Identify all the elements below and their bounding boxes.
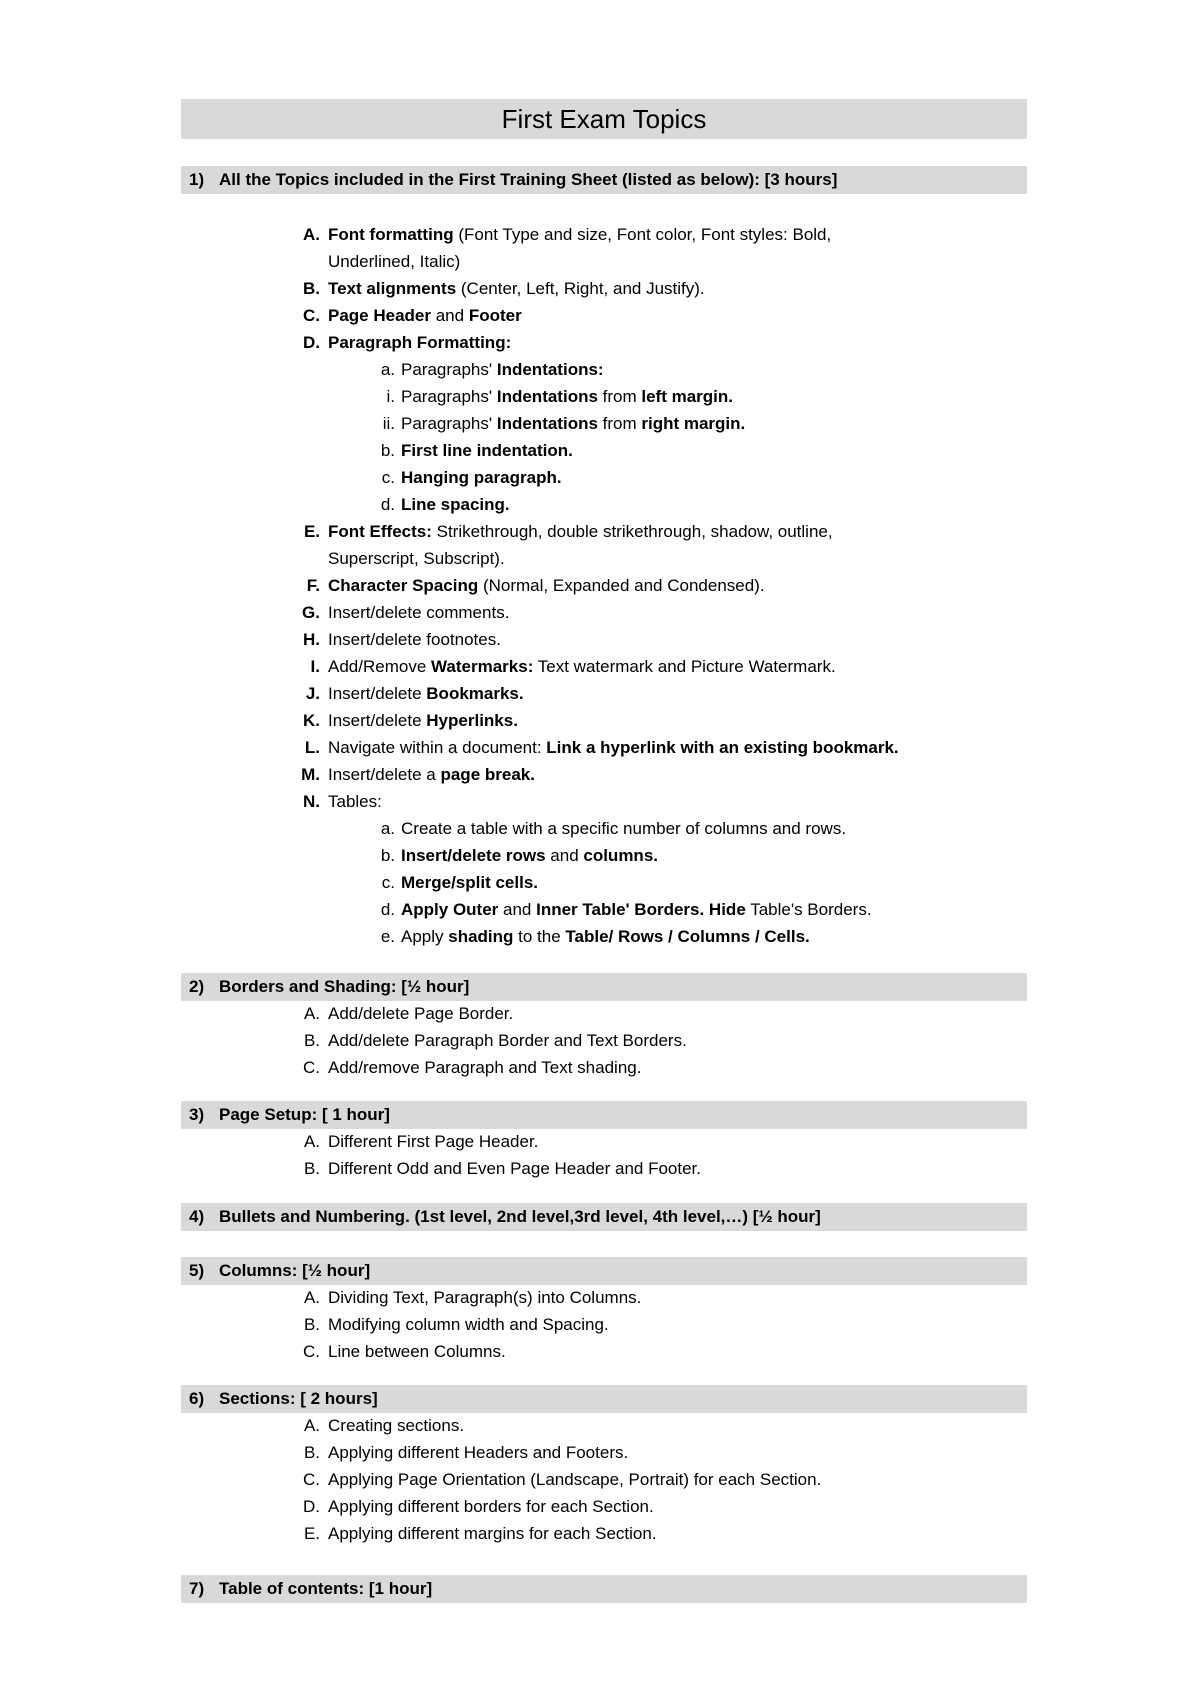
item-text: Underlined, Italic) <box>328 252 461 271</box>
item-bold-text: Bookmarks. <box>426 684 524 703</box>
item-bold-text: Link a hyperlink with an existing bookmark. <box>546 738 899 757</box>
list-marker: I. <box>310 657 320 676</box>
list-item <box>303 329 1028 356</box>
list-item <box>301 761 1028 788</box>
item-bold-text: Apply Outer <box>401 900 499 919</box>
item-bold-text: columns. <box>583 846 658 865</box>
list-marker: ii. <box>382 414 395 433</box>
item-text: Apply <box>401 927 449 946</box>
item-text: Superscript, Subscript). <box>328 549 505 568</box>
list-marker: N. <box>303 792 320 811</box>
sub-list-item <box>380 923 1021 950</box>
list-marker: B. <box>303 1159 320 1178</box>
list-item <box>303 1439 1028 1466</box>
item-bold-text: Indentations <box>496 387 598 406</box>
list-marker: A. <box>303 225 320 244</box>
item-text: Insert/delete comments. <box>328 603 510 622</box>
list-marker: G. <box>302 603 320 622</box>
item-text: Navigate within a document: <box>328 738 547 757</box>
section-heading-1 <box>181 166 1027 194</box>
section-title: All the Topics included in the First Training Sheet (listed as below): [3 hours] <box>219 170 838 189</box>
section-heading-5 <box>181 1257 1027 1285</box>
section-title: Table of contents: [1 hour] <box>219 1579 433 1598</box>
item-text: Add/delete Paragraph Border and Text Borders. <box>328 1031 687 1050</box>
list-marker: A. <box>303 1004 320 1023</box>
list-marker: C. <box>303 306 320 325</box>
item-text: Tables: <box>328 792 382 811</box>
item-text: Applying different Headers and Footers. <box>328 1443 629 1462</box>
item-text: from <box>597 387 642 406</box>
list-marker: J. <box>305 684 320 703</box>
sub-list-item <box>380 842 1021 869</box>
item-bold-text: right margin. <box>641 414 746 433</box>
section-title: Columns: [½ hour] <box>219 1261 371 1280</box>
item-bold-text: Text alignments <box>328 279 457 298</box>
list-item <box>303 1027 1028 1054</box>
section-number: 5) <box>189 1261 205 1280</box>
list-item <box>305 680 1028 707</box>
list-marker: M. <box>301 765 320 784</box>
item-text: Paragraphs' <box>401 360 497 379</box>
section-heading-6 <box>181 1385 1027 1413</box>
section-heading-3 <box>181 1101 1027 1129</box>
section-number: 4) <box>189 1207 205 1226</box>
section-heading-4 <box>181 1203 1027 1231</box>
item-text: Modifying column width and Spacing. <box>328 1315 609 1334</box>
item-bold-text: Indentations: <box>496 360 604 379</box>
list-marker: E. <box>303 522 320 541</box>
item-text: Line between Columns. <box>328 1342 506 1361</box>
list-item <box>303 1338 1028 1365</box>
item-text: Different Odd and Even Page Header and Footer. <box>328 1159 701 1178</box>
list-marker: F. <box>306 576 320 595</box>
list-item <box>303 626 1028 653</box>
list-marker: B. <box>303 1031 320 1050</box>
list-marker: L. <box>304 738 320 757</box>
list-marker: C. <box>303 1470 320 1489</box>
item-text: Add/delete Page Border. <box>328 1004 514 1023</box>
list-marker: A. <box>303 1288 320 1307</box>
list-item <box>303 1054 1028 1081</box>
list-item <box>303 302 1028 329</box>
document-title-bar <box>181 99 1027 139</box>
item-bold-text: Watermarks: <box>431 657 534 676</box>
item-text: Dividing Text, Paragraph(s) into Columns. <box>328 1288 642 1307</box>
item-bold-text: Line spacing. <box>401 495 510 514</box>
section-title: Sections: [ 2 hours] <box>219 1389 378 1408</box>
list-marker: c. <box>381 468 395 487</box>
list-marker: B. <box>303 279 320 298</box>
sub-list-item <box>380 896 1021 923</box>
list-item <box>303 1000 1028 1027</box>
item-text: Applying different margins for each Section. <box>328 1524 657 1543</box>
list-item <box>306 572 1028 599</box>
item-bold-text: Footer <box>468 306 522 325</box>
item-bold-text: Inner Table' Borders. Hide <box>536 900 746 919</box>
list-marker: a. <box>380 819 395 838</box>
item-text: Paragraphs' <box>401 387 497 406</box>
item-text: Insert/delete footnotes. <box>328 630 501 649</box>
list-item <box>303 1493 1028 1520</box>
item-text: Text watermark and Picture Watermark. <box>533 657 836 676</box>
item-text: and <box>431 306 469 325</box>
list-marker: B. <box>303 1443 320 1462</box>
item-text: Add/remove Paragraph and Text shading. <box>328 1058 642 1077</box>
section-title: Borders and Shading: [½ hour] <box>219 977 470 996</box>
list-marker: A. <box>303 1132 320 1151</box>
item-bold-text: Insert/delete rows <box>401 846 546 865</box>
item-bold-text: shading <box>448 927 514 946</box>
item-text: Paragraphs' <box>401 414 497 433</box>
list-marker: B. <box>303 1315 320 1334</box>
section-number: 6) <box>189 1389 205 1408</box>
sub-list-item <box>382 410 1021 437</box>
item-text: to the <box>513 927 566 946</box>
list-marker: A. <box>303 1416 320 1435</box>
item-text: Create a table with a specific number of columns and rows. <box>401 819 847 838</box>
item-bold-text: Character Spacing <box>328 576 479 595</box>
item-text: Insert/delete <box>328 684 427 703</box>
list-marker: C. <box>303 1342 320 1361</box>
list-item <box>303 1466 1028 1493</box>
list-item <box>303 221 1028 275</box>
list-marker: a. <box>380 360 395 379</box>
list-item <box>303 1311 1028 1338</box>
section-number: 7) <box>189 1579 205 1598</box>
item-text: Different First Page Header. <box>328 1132 539 1151</box>
list-marker: d. <box>380 495 395 514</box>
list-marker: D. <box>303 1497 320 1516</box>
list-item <box>303 1128 1028 1155</box>
item-text: Table's Borders. <box>745 900 872 919</box>
sub-list-item <box>380 356 1021 383</box>
section-heading-2 <box>181 973 1027 1001</box>
item-text: and <box>545 846 584 865</box>
list-marker: E. <box>303 1524 320 1543</box>
item-text: Applying Page Orientation (Landscape, Portrait) for each Section. <box>328 1470 822 1489</box>
sub-list-item <box>381 869 1021 896</box>
item-text: Applying different borders for each Section. <box>328 1497 654 1516</box>
item-text: (Normal, Expanded and Condensed). <box>478 576 765 595</box>
item-bold-text: First line indentation. <box>401 441 573 460</box>
list-item <box>303 1155 1028 1182</box>
section-title: Page Setup: [ 1 hour] <box>219 1105 390 1124</box>
document-page <box>181 99 1027 1598</box>
list-item <box>303 275 1028 302</box>
item-bold-text: Hanging paragraph. <box>401 468 562 487</box>
list-item <box>302 599 1028 626</box>
sub-list-item <box>381 464 1021 491</box>
list-item <box>303 707 1028 734</box>
item-text: and <box>498 900 537 919</box>
item-text: (Center, Left, Right, and Justify). <box>456 279 705 298</box>
item-text: Creating sections. <box>328 1416 465 1435</box>
item-bold-text: Table/ Rows / Columns / Cells. <box>565 927 810 946</box>
list-item <box>304 734 1028 761</box>
list-item <box>303 518 1028 572</box>
list-marker: D. <box>303 333 320 352</box>
item-bold-text: Indentations <box>496 414 598 433</box>
sub-list-item <box>386 383 1021 410</box>
sub-list-item <box>380 491 1021 518</box>
item-text: Insert/delete a <box>328 765 441 784</box>
list-marker: c. <box>381 873 395 892</box>
item-bold-text: Paragraph Formatting: <box>328 333 512 352</box>
list-item <box>303 1284 1028 1311</box>
item-text: Insert/delete <box>328 711 427 730</box>
item-bold-text: Hyperlinks. <box>426 711 518 730</box>
list-marker: C. <box>303 1058 320 1077</box>
list-marker: d. <box>380 900 395 919</box>
document-title: First Exam Topics <box>501 103 707 134</box>
section-number: 2) <box>189 977 205 996</box>
list-marker: i. <box>386 387 395 406</box>
item-bold-text: Font formatting <box>328 225 454 244</box>
list-marker: K. <box>303 711 320 730</box>
item-text: (Font Type and size, Font color, Font styles: Bold, <box>453 225 832 244</box>
list-marker: H. <box>303 630 320 649</box>
item-text: Add/Remove <box>328 657 431 676</box>
item-bold-text: Merge/split cells. <box>401 873 538 892</box>
item-bold-text: page break. <box>440 765 535 784</box>
item-bold-text: Font Effects: <box>328 522 432 541</box>
section-title: Bullets and Numbering. (1st level, 2nd level,3rd level, 4th level,…) [½ hour] <box>219 1207 821 1226</box>
list-marker: b. <box>380 441 395 460</box>
list-item <box>303 1520 1028 1547</box>
item-text: from <box>597 414 642 433</box>
list-marker: e. <box>380 927 395 946</box>
sub-list-item <box>380 815 1021 842</box>
list-marker: b. <box>380 846 395 865</box>
section-number: 1) <box>189 170 205 189</box>
sub-list-item <box>380 437 1021 464</box>
list-item <box>310 653 1028 680</box>
list-item <box>303 1412 1028 1439</box>
section-number: 3) <box>189 1105 205 1124</box>
section-heading-7 <box>181 1575 1027 1603</box>
item-bold-text: left margin. <box>641 387 733 406</box>
item-text: Strikethrough, double strikethrough, shadow, outline, <box>431 522 833 541</box>
list-item <box>303 788 1028 815</box>
item-bold-text: Page Header <box>328 306 431 325</box>
